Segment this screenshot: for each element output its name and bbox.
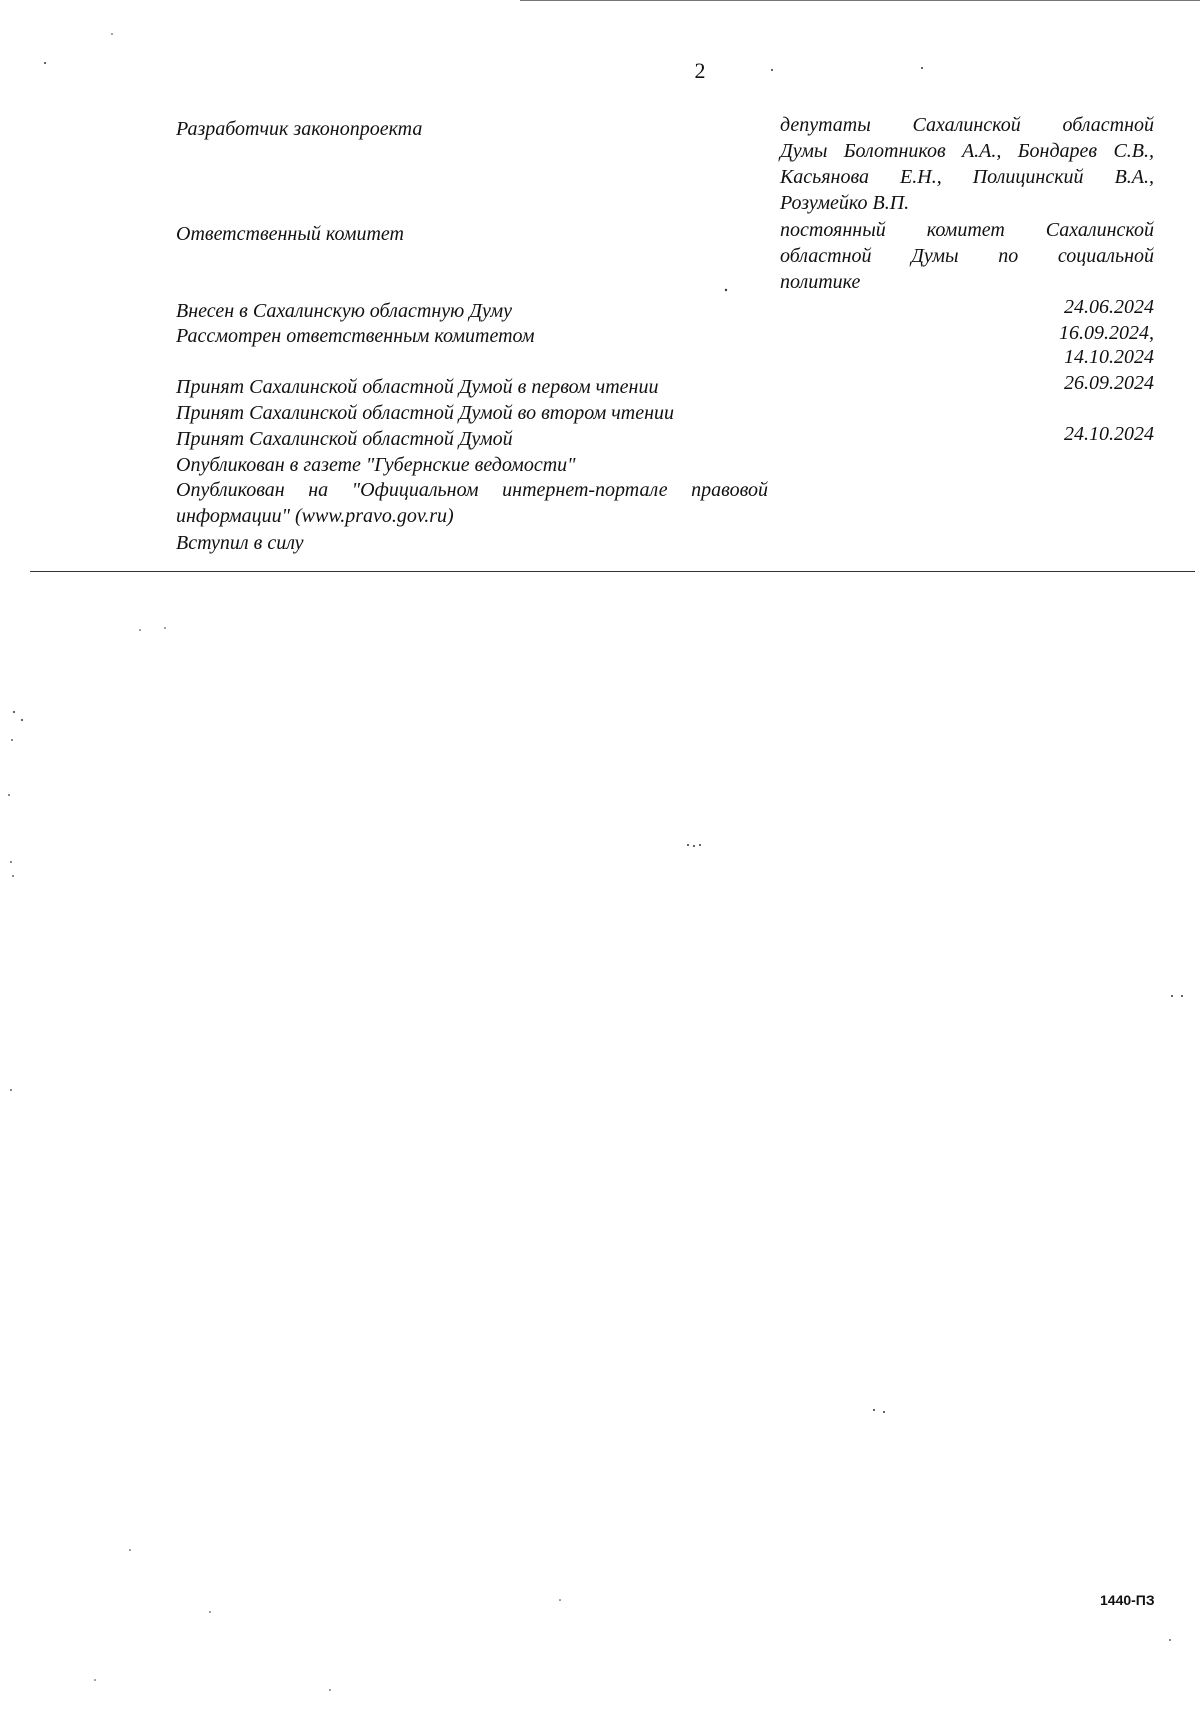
speck xyxy=(1181,995,1183,997)
speck xyxy=(21,719,23,721)
developer-line: Думы Болотников А.А., Бондарев С.В., xyxy=(780,140,1154,162)
submitted-date: 24.06.2024 xyxy=(1064,296,1154,318)
published-portal-line: информации" (www.pravo.gov.ru) xyxy=(176,505,454,527)
speck xyxy=(771,69,773,71)
page-number: 2 xyxy=(694,58,706,83)
speck xyxy=(725,289,727,291)
developer-line: Касьянова Е.Н., Полицинский В.А., xyxy=(780,166,1154,188)
document-code: 1440-ПЗ xyxy=(1100,1592,1155,1608)
committee-label: Ответственный комитет xyxy=(176,223,404,245)
speck xyxy=(8,794,10,796)
speck xyxy=(883,1411,885,1413)
speck xyxy=(13,711,15,713)
speck xyxy=(559,1599,561,1601)
speck xyxy=(10,861,12,863)
reviewed-date-1: 16.09.2024, xyxy=(1059,322,1154,344)
second-reading-label: Принят Сахалинской областной Думой во втором чтении xyxy=(176,402,675,424)
developer-line: Розумейко В.П. xyxy=(780,192,910,214)
published-portal-line: Опубликован на "Официальном интернет-портале правовой xyxy=(176,479,768,501)
developer-line: депутаты Сахалинской областной xyxy=(780,114,1154,136)
speck xyxy=(44,62,46,64)
speck xyxy=(94,1679,96,1681)
committee-line: постоянный комитет Сахалинской xyxy=(780,219,1154,241)
speck xyxy=(693,845,695,847)
entered-force-label: Вступил в силу xyxy=(176,532,304,554)
speck xyxy=(873,1409,875,1411)
speck xyxy=(139,629,141,631)
speck xyxy=(209,1611,211,1613)
adopted-label: Принят Сахалинской областной Думой xyxy=(176,428,513,450)
speck xyxy=(329,1689,331,1691)
speck xyxy=(687,844,689,846)
developer-label: Разработчик законопроекта xyxy=(176,118,423,140)
speck xyxy=(11,739,13,741)
speck xyxy=(699,844,701,846)
speck xyxy=(111,33,113,35)
first-reading-date: 26.09.2024 xyxy=(1064,372,1154,394)
adopted-date: 24.10.2024 xyxy=(1064,423,1154,445)
published-newspaper-label: Опубликован в газете "Губернские ведомости" xyxy=(176,454,576,476)
reviewed-label: Рассмотрен ответственным комитетом xyxy=(176,325,535,347)
speck xyxy=(12,875,14,877)
speck xyxy=(129,1549,131,1551)
speck xyxy=(10,1089,12,1091)
speck xyxy=(164,627,166,629)
speck xyxy=(1171,995,1173,997)
speck xyxy=(921,67,923,69)
speck xyxy=(1169,1639,1171,1641)
committee-line: политике xyxy=(780,271,861,293)
submitted-label: Внесен в Сахалинскую областную Думу xyxy=(176,300,513,322)
committee-line: областной Думы по социальной xyxy=(780,245,1154,267)
reviewed-date-2: 14.10.2024 xyxy=(1064,346,1154,368)
first-reading-label: Принят Сахалинской областной Думой в первом чтении xyxy=(176,376,659,398)
